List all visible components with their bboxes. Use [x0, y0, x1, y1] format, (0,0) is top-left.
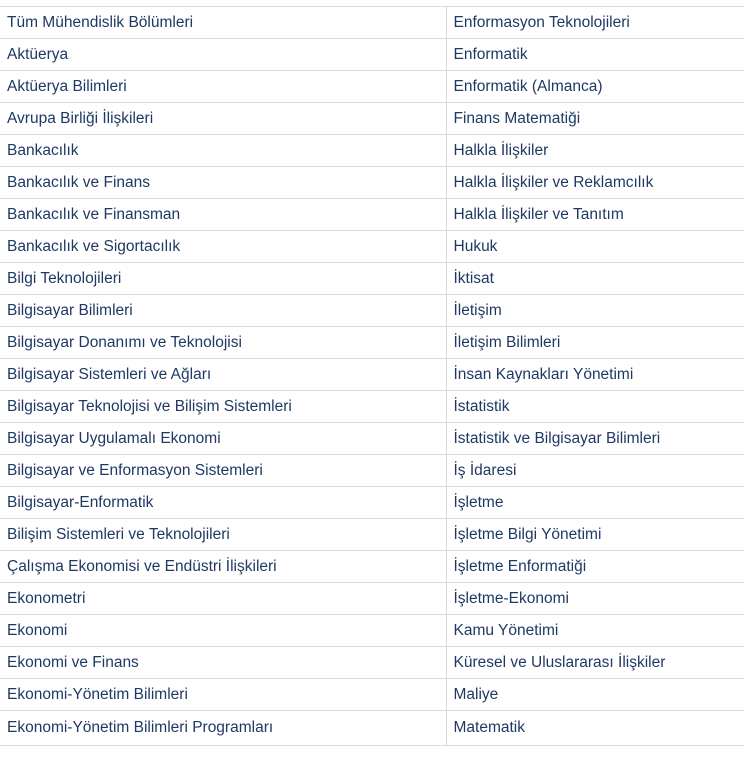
department-cell-right: Halkla İlişkiler ve Tanıtım: [446, 199, 744, 231]
department-cell-right: İstatistik: [446, 391, 744, 423]
department-cell-left: Bilgi Teknolojileri: [0, 263, 446, 295]
department-cell-right: Hukuk: [446, 231, 744, 263]
table-row: [0, 519, 744, 551]
department-cell-right: İletişim Bilimleri: [446, 327, 744, 359]
department-cell-right: İşletme Bilgi Yönetimi: [446, 519, 744, 551]
department-cell-right: Matematik: [446, 711, 744, 746]
department-cell-right: Küresel ve Uluslararası İlişkiler: [446, 647, 744, 679]
department-cell-right: Enformatik (Almanca): [446, 71, 744, 103]
table-row: [0, 167, 744, 199]
table-row: [0, 391, 744, 423]
table-row: [0, 423, 744, 455]
department-cell-left: Bankacılık ve Finansman: [0, 199, 446, 231]
department-cell-right: İktisat: [446, 263, 744, 295]
department-cell-right: İşletme Enformatiği: [446, 551, 744, 583]
department-cell-left: Tüm Mühendislik Bölümleri: [0, 7, 446, 39]
department-cell-right: Finans Matematiği: [446, 103, 744, 135]
department-cell-left: Avrupa Birliği İlişkileri: [0, 103, 446, 135]
table-row: [0, 455, 744, 487]
department-cell-right: Enformasyon Teknolojileri: [446, 7, 744, 39]
table-row: [0, 711, 744, 746]
table-row: [0, 327, 744, 359]
table-row: [0, 679, 744, 711]
department-cell-left: Ekonomi ve Finans: [0, 647, 446, 679]
department-cell-left: Ekonomi-Yönetim Bilimleri Programları: [0, 711, 446, 746]
table-row: [0, 647, 744, 679]
table-row: [0, 263, 744, 295]
department-cell-right: Halkla İlişkiler ve Reklamcılık: [446, 167, 744, 199]
department-cell-left: Bilgisayar-Enformatik: [0, 487, 446, 519]
department-cell-left: Bilişim Sistemleri ve Teknolojileri: [0, 519, 446, 551]
table-row: [0, 7, 744, 39]
table-row: [0, 583, 744, 615]
department-cell-right: İletişim: [446, 295, 744, 327]
table-row: [0, 103, 744, 135]
department-cell-left: Bankacılık: [0, 135, 446, 167]
department-cell-left: Bankacılık ve Finans: [0, 167, 446, 199]
department-cell-left: Çalışma Ekonomisi ve Endüstri İlişkileri: [0, 551, 446, 583]
department-cell-right: Halkla İlişkiler: [446, 135, 744, 167]
table-row: [0, 487, 744, 519]
table-row: [0, 199, 744, 231]
table-row: [0, 231, 744, 263]
department-cell-left: Bankacılık ve Sigortacılık: [0, 231, 446, 263]
department-cell-left: Bilgisayar Teknolojisi ve Bilişim Sistemleri: [0, 391, 446, 423]
department-cell-left: Ekonomi: [0, 615, 446, 647]
table-row: [0, 359, 744, 391]
department-cell-right: İş İdaresi: [446, 455, 744, 487]
table-row: [0, 39, 744, 71]
department-table-body: [0, 7, 744, 746]
table-row: [0, 135, 744, 167]
department-cell-left: Bilgisayar Donanımı ve Teknolojisi: [0, 327, 446, 359]
table-row: [0, 615, 744, 647]
department-cell-right: İstatistik ve Bilgisayar Bilimleri: [446, 423, 744, 455]
department-cell-right: İşletme-Ekonomi: [446, 583, 744, 615]
department-cell-left: Aktüerya Bilimleri: [0, 71, 446, 103]
department-cell-right: İnsan Kaynakları Yönetimi: [446, 359, 744, 391]
department-cell-right: Kamu Yönetimi: [446, 615, 744, 647]
department-cell-left: Bilgisayar Bilimleri: [0, 295, 446, 327]
department-cell-left: Bilgisayar Uygulamalı Ekonomi: [0, 423, 446, 455]
department-cell-left: Ekonomi-Yönetim Bilimleri: [0, 679, 446, 711]
department-cell-right: Enformatik: [446, 39, 744, 71]
table-row: [0, 71, 744, 103]
department-cell-left: Ekonometri: [0, 583, 446, 615]
department-cell-left: Bilgisayar ve Enformasyon Sistemleri: [0, 455, 446, 487]
department-cell-right: İşletme: [446, 487, 744, 519]
department-cell-left: Bilgisayar Sistemleri ve Ağları: [0, 359, 446, 391]
table-row: [0, 551, 744, 583]
department-cell-left: Aktüerya: [0, 39, 446, 71]
table-row: [0, 295, 744, 327]
department-table: [0, 6, 744, 746]
department-cell-right: Maliye: [446, 679, 744, 711]
